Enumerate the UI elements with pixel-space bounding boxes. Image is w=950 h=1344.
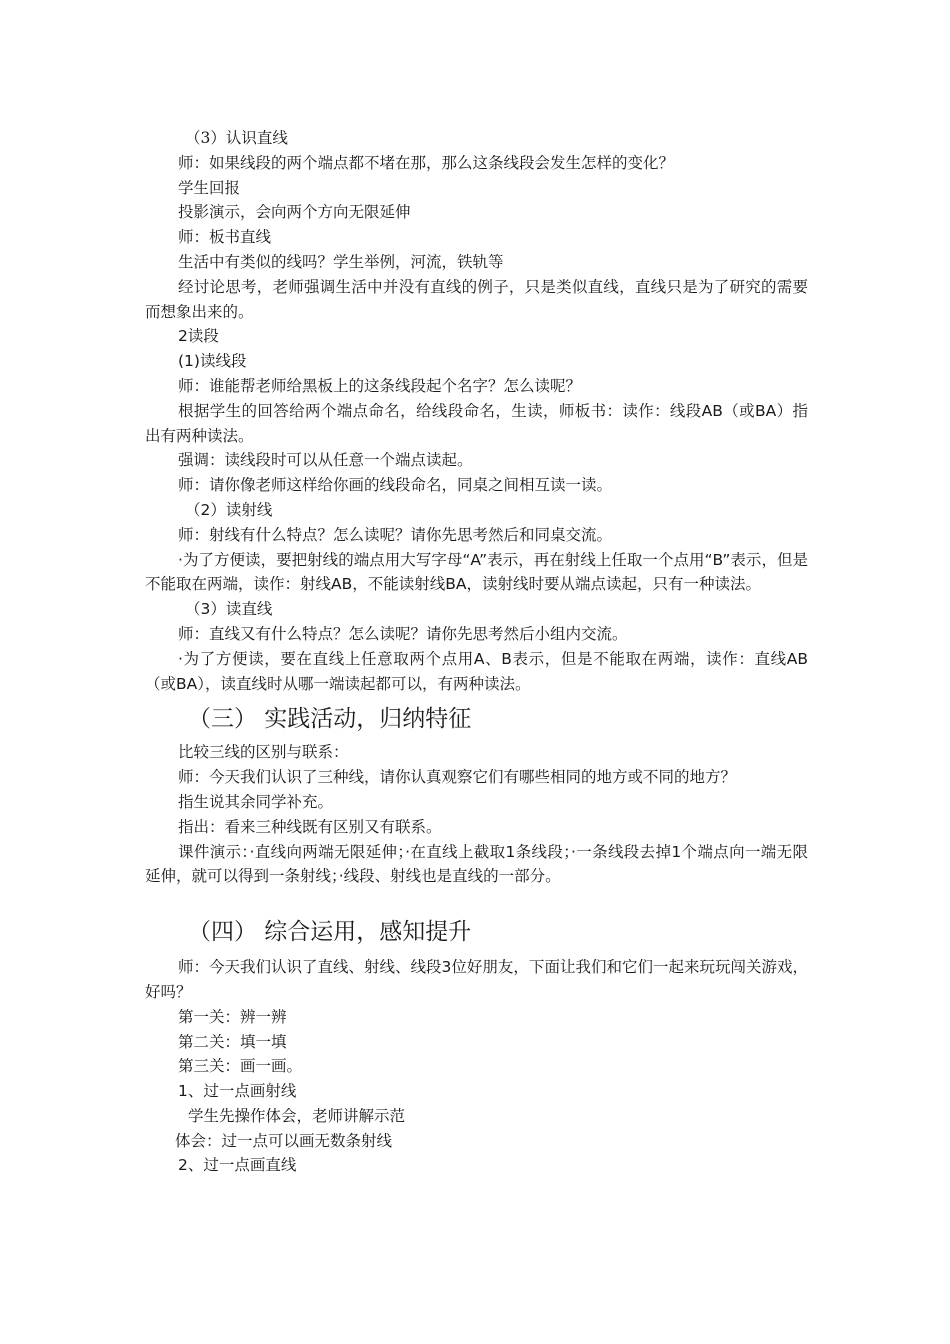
- discussion-paragraph: 经讨论思考，老师强调生活中并没有直线的例子，只是类似直线，直线只是为了研究的需要而想象出来的。: [145, 277, 808, 321]
- level-three-line: 第三关：画一画。: [178, 1057, 303, 1076]
- segment-emphasis-line: 强调：读线段时可以从任意一个端点读起。: [178, 451, 473, 470]
- subsection-title-read-line: （3）读直线: [185, 600, 273, 619]
- segment-naming-paragraph: 根据学生的回答给两个端点命名，给线段命名，生读，师板书：读作：线段AB（或BA）指出有两种读法。: [145, 401, 808, 445]
- ray-reading-paragraph: ·为了方便读，要把射线的端点用大写字母“A”表示，再在射线上任取一个点用“B”表示，但是不能取在两端，读作：射线AB，不能读射线BA，读射线时要从端点读起，只有一种读法。: [145, 550, 808, 594]
- life-example-line: 生活中有类似的线吗？学生举例，河流，铁轨等: [178, 252, 504, 271]
- experience-line: 体会：过一点可以画无数条射线: [175, 1131, 393, 1150]
- subsection-title-read-ray: （2）读射线: [185, 500, 273, 519]
- teacher-question-line: 师：如果线段的两个端点都不堵在那，那么这条线段会发生怎样的变化？: [178, 153, 675, 172]
- teacher-question-segment: 师：谁能帮老师给黑板上的这条线段起个名字？怎么读呢？: [178, 376, 582, 395]
- compare-lines-line: 比较三线的区别与联系：: [178, 743, 349, 762]
- level-one-line: 第一关：辨一辨: [178, 1007, 287, 1026]
- teacher-question-line-read: 师：直线又有什么特点？怎么读呢？请你先思考然后小组内交流。: [178, 624, 628, 643]
- line-reading-paragraph: ·为了方便读，要在直线上任意取两个点用A、B表示，但是不能取在两端，读作：直线AB（或BA），读直线时从哪一端读起都可以，有两种读法。: [145, 649, 808, 693]
- section-heading-practice: （三） 实践活动，归纳特征: [188, 706, 472, 733]
- level-two-line: 第二关：填一填: [178, 1032, 287, 1051]
- teacher-observe-line: 师：今天我们认识了三种线，请你认真观察它们有哪些相同的地方或不同的地方？: [178, 768, 737, 787]
- student-report-line: 学生回报: [178, 178, 241, 197]
- student-supplement-line: 指生说其余同学补充。: [178, 792, 334, 811]
- document-content: [145, 126, 808, 1178]
- section-title-read: 2读段: [178, 327, 219, 346]
- subsection-title-recognize-line: （3）认识直线: [185, 129, 288, 147]
- projection-demo-line: 投影演示，会向两个方向无限延伸: [178, 203, 411, 222]
- teacher-question-ray: 师：射线有什么特点？怎么读呢？请你先思考然后和同桌交流。: [178, 525, 613, 544]
- point-out-line: 指出：看来三种线既有区别又有联系。: [178, 817, 442, 836]
- courseware-demo-paragraph: 课件演示：·直线向两端无限延伸；·在直线上截取1条线段；·一条线段去掉1个端点向一端无限延伸，就可以得到一条射线；·线段、射线也是直线的一部分。: [145, 842, 808, 886]
- draw-line-line: 2、过一点画直线: [178, 1156, 297, 1175]
- game-intro-paragraph: 师：今天我们认识了直线、射线、线段3位好朋友，下面让我们和它们一起来玩玩闯关游戏，好吗？: [145, 958, 808, 1001]
- subsection-title-read-segment: (1)读线段: [178, 352, 247, 371]
- student-operate-line: 学生先操作体会，老师讲解示范: [188, 1106, 406, 1125]
- section-heading-application: （四） 综合运用，感知提升: [188, 919, 472, 946]
- board-writing-line: 师：板书直线: [178, 228, 272, 247]
- draw-ray-line: 1、过一点画射线: [178, 1082, 297, 1101]
- segment-practice-line: 师：请你像老师这样给你画的线段命名，同桌之间相互读一读。: [178, 476, 613, 495]
